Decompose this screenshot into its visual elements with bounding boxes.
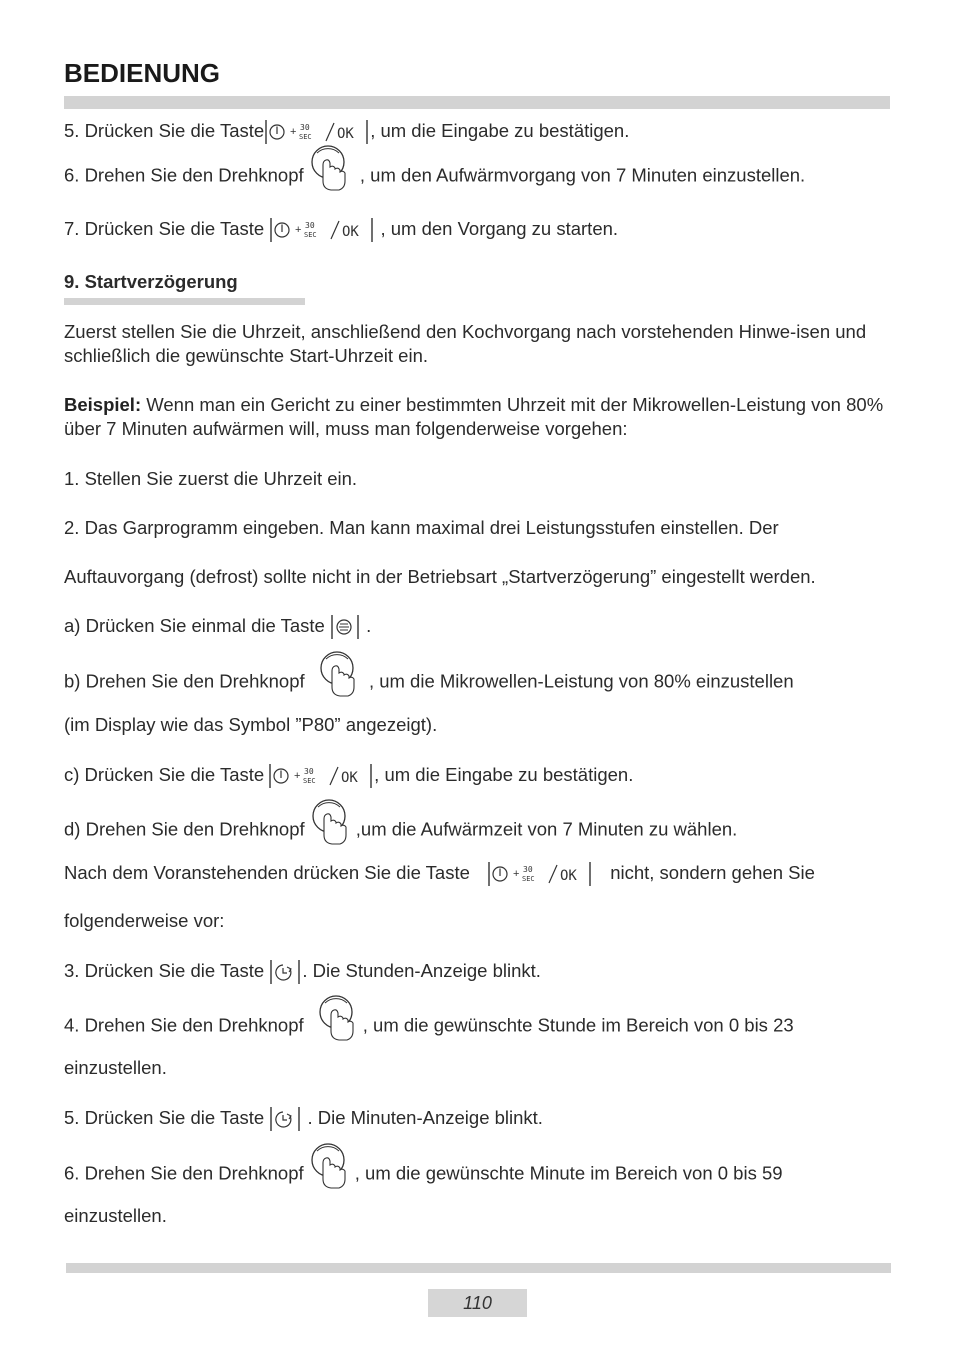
page-number: 110 (428, 1289, 527, 1317)
step-b-text: b) Drehen Sie den Drehknopf (64, 670, 305, 692)
step-b-continued: (im Display wie das Symbol ”P80” angezeigt). (64, 714, 438, 735)
step-c-suffix: , um die Eingabe zu bestätigen. (374, 763, 634, 785)
step-7-suffix: , um den Vorgang zu starten. (380, 217, 619, 239)
note-suffix: nicht, sondern gehen Sie (610, 861, 815, 883)
step-a-suffix: . (366, 614, 372, 636)
clock-delay-icon (269, 1106, 302, 1132)
step-c-line (64, 763, 633, 789)
step-7-text: 7. Drücken Sie die Taste (64, 217, 265, 239)
step-5b-line (64, 1106, 543, 1132)
step-6b-suffix: , um die gewünschte Minute im Bereich von 0 bis 59 (354, 1162, 783, 1184)
step-d-suffix: ,um die Aufwärmzeit von 7 Minuten zu wählen. (355, 818, 738, 840)
step-7-line (64, 217, 618, 243)
rotary-knob-hand-icon (310, 797, 356, 849)
footer-divider (66, 1263, 891, 1273)
step-3-suffix: . Die Stunden-Anzeige blinkt. (302, 959, 541, 981)
power-plus-30sec-ok-icon (487, 861, 593, 887)
step-6-text: 6. Drehen Sie den Drehknopf (64, 164, 304, 186)
section-title: 9. Startverzögerung (64, 271, 238, 292)
power-plus-30sec-ok-icon (268, 763, 374, 789)
step-4-text: 4. Drehen Sie den Drehknopf (64, 1014, 304, 1036)
step-4-continued: einzustellen. (64, 1057, 167, 1078)
example-paragraph (64, 393, 894, 441)
step-a-text: a) Drücken Sie einmal die Taste (64, 614, 325, 636)
note-line (64, 861, 815, 887)
step-1-line: 1. Stellen Sie zuerst die Uhrzeit ein. (64, 468, 358, 489)
title-divider (64, 96, 890, 109)
note-text: Nach dem Voranstehenden drücken Sie die Taste (64, 861, 470, 883)
rotary-knob-hand-icon (309, 1141, 355, 1193)
step-b-line (64, 664, 794, 701)
microwave-power-icon (330, 614, 361, 640)
step-6b-continued: einzustellen. (64, 1205, 167, 1226)
step-a-line (64, 614, 371, 640)
power-plus-30sec-ok-icon (269, 217, 375, 243)
example-label: Beispiel: (64, 394, 142, 415)
page-title: BEDIENUNG (64, 58, 221, 88)
rotary-knob-hand-icon (309, 143, 355, 195)
step-5-suffix: , um die Eingabe zu bestätigen. (370, 119, 630, 141)
rotary-knob-hand-icon (317, 993, 363, 1045)
rotary-knob-hand-icon (318, 649, 364, 701)
step-5b-suffix: . Die Minuten-Anzeige blinkt. (307, 1106, 543, 1128)
step-6-line (64, 158, 805, 195)
clock-delay-icon (269, 959, 302, 985)
step-5-text: 5. Drücken Sie die Taste (64, 119, 265, 141)
intro-paragraph: Zuerst stellen Sie die Uhrzeit, anschließend den Kochvorgang nach vorstehenden Hinwe-isen und schließlich die gewünschte Start-Uhrzeit ein. (64, 321, 867, 366)
step-c-text: c) Drücken Sie die Taste (64, 763, 265, 785)
step-5-line (64, 119, 629, 145)
step-2-continued: Auftauvorgang (defrost) sollte nicht in der Betriebsart „Startverzögerung” eingestellt werden. (64, 566, 816, 587)
step-6-suffix: , um den Aufwärmvorgang von 7 Minuten einzustellen. (359, 164, 806, 186)
step-b-suffix: , um die Mikrowellen-Leistung von 80% einzustellen (368, 670, 794, 692)
step-d-text: d) Drehen Sie den Drehknopf (64, 818, 305, 840)
step-d-line (64, 812, 737, 849)
step-6b-line (64, 1156, 783, 1193)
step-3-text: 3. Drücken Sie die Taste (64, 959, 265, 981)
section-underline (64, 298, 305, 305)
step-4-line (64, 1008, 794, 1045)
note-continued: folgenderweise vor: (64, 910, 225, 931)
step-4-suffix: , um die gewünschte Stunde im Bereich von 0 bis 23 (362, 1014, 794, 1036)
example-text: Wenn man ein Gericht zu einer bestimmten Uhrzeit mit der Mikrowellen-Leistung von 80% über 7 Minuten aufwärmen will, muss man folgenderweise vorgehen: (64, 394, 884, 439)
power-plus-30sec-ok-icon (264, 119, 370, 145)
step-2-line: 2. Das Garprogramm eingeben. Man kann maximal drei Leistungsstufen einstellen. Der (64, 517, 779, 538)
step-6b-text: 6. Drehen Sie den Drehknopf (64, 1162, 304, 1184)
step-3-line (64, 959, 541, 985)
step-5b-text: 5. Drücken Sie die Taste (64, 1106, 265, 1128)
